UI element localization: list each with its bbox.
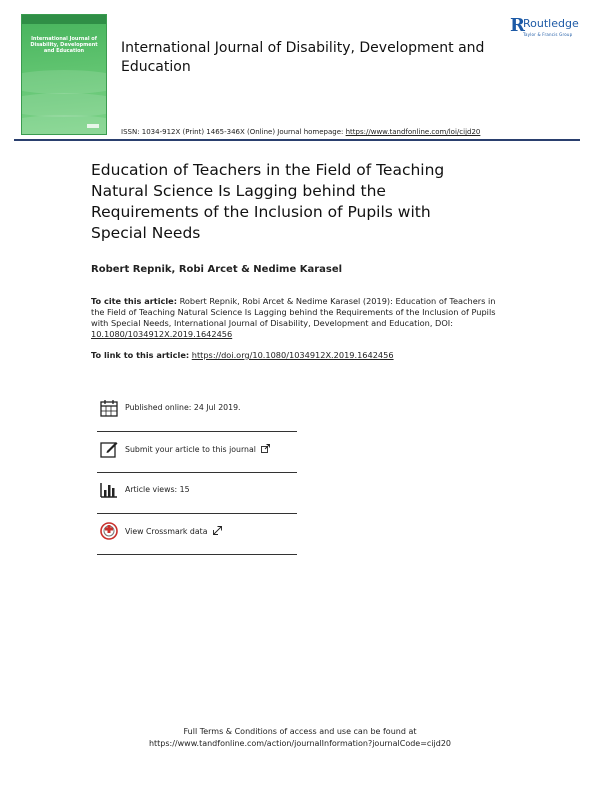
crossmark-row[interactable] [97,522,297,552]
link-label: To link to this article: [91,350,190,360]
article-link [91,350,501,360]
issn-text: ISSN: 1034-912X (Print) 1465-346X (Online) Journal homepage: [121,128,346,136]
footer [0,726,600,750]
cover-wave [21,70,107,94]
footer-url[interactable]: https://www.tandfonline.com/action/journalInformation?journalCode=cijd20 [148,739,452,748]
submit-row[interactable] [97,440,297,470]
journal-cover [21,14,107,135]
cover-title: International Journal of Disability, Development and Education [30,36,98,54]
publisher-name: Routledge [523,17,579,30]
cite-doi-link[interactable]: 10.1080/1034912X.2019.1642456 [91,329,233,339]
citation [91,296,501,340]
info-divider [97,431,297,432]
bar-chart-icon [100,481,118,499]
issn-line [121,128,480,136]
crossmark-text: View Crossmark data [125,527,208,536]
article-views: Article views: 15 [125,485,190,494]
publisher-logo [510,16,590,42]
footer-terms: Full Terms & Conditions of access and use can be found at [183,727,417,736]
edit-icon [100,440,118,458]
info-divider [97,472,297,473]
crossmark-icon [100,522,118,540]
crossmark-link[interactable] [125,526,222,536]
header-divider [14,139,580,141]
cover-wave [21,93,107,117]
info-divider [97,513,297,514]
cover-publisher-logo [87,124,99,128]
cover-strip [22,15,106,24]
journal-title: International Journal of Disability, Development and Education [121,40,485,75]
published-date: Published online: 24 Jul 2019. [125,403,241,412]
submit-article-text: Submit your article to this journal [125,445,256,454]
routledge-r-icon: R [510,15,525,36]
published-row [97,399,297,429]
external-link-icon [213,526,222,535]
journal-homepage-link[interactable]: https://www.tandfonline.com/loi/cijd20 [345,128,481,136]
info-divider [97,554,297,555]
publisher-tagline: Taylor & Francis Group [523,32,573,37]
submit-article-link[interactable] [125,444,270,454]
article-authors: Robert Repnik, Robi Arcet & Nedime Karasel [91,264,343,275]
article-title: Education of Teachers in the Field of Teaching Natural Science Is Lagging behind the Requirements of the Inclusion of Pupils with Special Needs [91,161,445,242]
external-link-icon [261,444,270,453]
cite-text: Robert Repnik, Robi Arcet & Nedime Karasel (2019): Education of Teachers in the Field of Teaching Natural Science Is Lagging behind the Requirements of the Inclusion of Pupils with Special Needs, International Journal of Disability, Development and Education, DOI: [91,296,496,328]
views-row [97,481,297,511]
article-doi-link[interactable]: https://doi.org/10.1080/1034912X.2019.1642456 [191,350,394,360]
cite-label: To cite this article: [91,296,177,306]
calendar-icon [100,399,118,417]
